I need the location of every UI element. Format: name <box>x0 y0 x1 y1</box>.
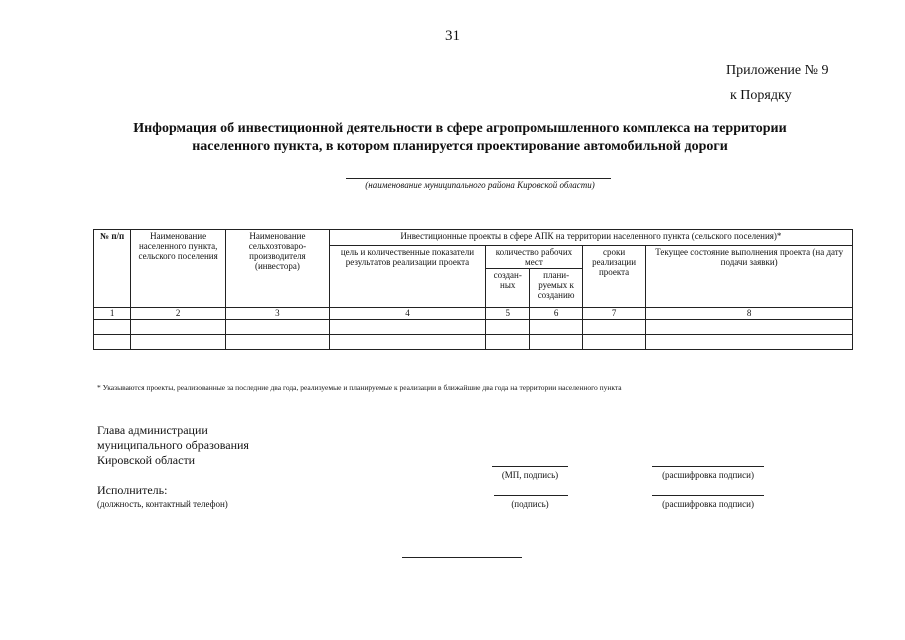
data-cell[interactable] <box>94 320 131 335</box>
table-row <box>94 320 853 335</box>
data-cell[interactable] <box>646 335 853 350</box>
index-cell: 5 <box>486 308 530 320</box>
municipality-caption: (наименование муниципального района Кировской области) <box>365 180 595 190</box>
data-cell[interactable] <box>486 335 530 350</box>
header-jobs-planned: плани-руемых к созданию <box>530 269 582 308</box>
executor-decode-caption: (расшифровка подписи) <box>662 499 754 509</box>
header-num: № п/п <box>94 230 131 308</box>
title-line-2: населенного пункта, в котором планируется проектирование автомобильной дороги <box>192 139 728 154</box>
index-cell: 3 <box>226 308 330 320</box>
data-cell[interactable] <box>530 335 582 350</box>
header-projects: Инвестиционные проекты в сфере АПК на территории населенного пункта (сельского поселения)* <box>329 230 852 246</box>
data-cell[interactable] <box>582 335 646 350</box>
data-cell[interactable] <box>226 335 330 350</box>
page-number: 31 <box>445 28 460 44</box>
head-signatory-block <box>97 423 249 468</box>
head-decode-line[interactable] <box>652 466 764 467</box>
head-decode-caption: (расшифровка подписи) <box>662 470 754 480</box>
data-cell[interactable] <box>226 320 330 335</box>
data-cell[interactable] <box>94 335 131 350</box>
end-divider <box>402 557 522 558</box>
executor-label: Исполнитель: <box>97 483 168 497</box>
index-cell: 7 <box>582 308 646 320</box>
data-cell[interactable] <box>131 320 226 335</box>
data-cell[interactable] <box>530 320 582 335</box>
executor-decode-line[interactable] <box>652 495 764 496</box>
header-producer: Наименование сельхозтоваро-производителя (инвестора) <box>226 230 330 308</box>
data-cell[interactable] <box>486 320 530 335</box>
title-line-1: Информация об инвестиционной деятельности в сфере агропромышленного комплекса на территории <box>133 121 787 136</box>
investment-table <box>93 229 853 350</box>
executor-sign-caption: (подпись) <box>511 499 549 509</box>
table-row <box>94 335 853 350</box>
index-cell: 1 <box>94 308 131 320</box>
head-title-line-1: Глава администрации <box>97 423 208 437</box>
data-cell[interactable] <box>329 320 485 335</box>
header-terms: сроки реализации проекта <box>582 246 646 308</box>
head-title-line-2: муниципального образования <box>97 438 249 452</box>
header-goal: цель и количественные показатели результатов реализации проекта <box>329 246 485 308</box>
index-cell: 8 <box>646 308 853 320</box>
head-signature-line[interactable] <box>492 466 568 467</box>
order-reference: к Порядку <box>730 88 792 103</box>
data-cell[interactable] <box>582 320 646 335</box>
head-stamp-caption: (МП, подпись) <box>501 470 559 480</box>
index-cell: 2 <box>131 308 226 320</box>
head-title-line-3: Кировской области <box>97 453 196 467</box>
header-settlement: Наименование населенного пункта, сельского поселения <box>131 230 226 308</box>
index-cell: 4 <box>329 308 485 320</box>
header-status: Текущее состояние выполнения проекта (на дату подачи заявки) <box>646 246 853 308</box>
footnote: * Указываются проекты, реализованные за последние два года, реализуемые и планируемые к реализации в ближайшие два года на территории населенного пункта <box>97 383 622 392</box>
municipality-field-line <box>346 178 611 179</box>
document-title <box>95 120 825 156</box>
executor-signature-line[interactable] <box>494 495 568 496</box>
appendix-label: Приложение № 9 <box>726 63 829 78</box>
index-cell: 6 <box>530 308 582 320</box>
header-jobs-created: создан-ных <box>486 269 530 308</box>
executor-caption: (должность, контактный телефон) <box>97 499 228 509</box>
header-jobs: количество рабочих мест <box>486 246 583 269</box>
data-cell[interactable] <box>646 320 853 335</box>
data-cell[interactable] <box>131 335 226 350</box>
data-cell[interactable] <box>329 335 485 350</box>
